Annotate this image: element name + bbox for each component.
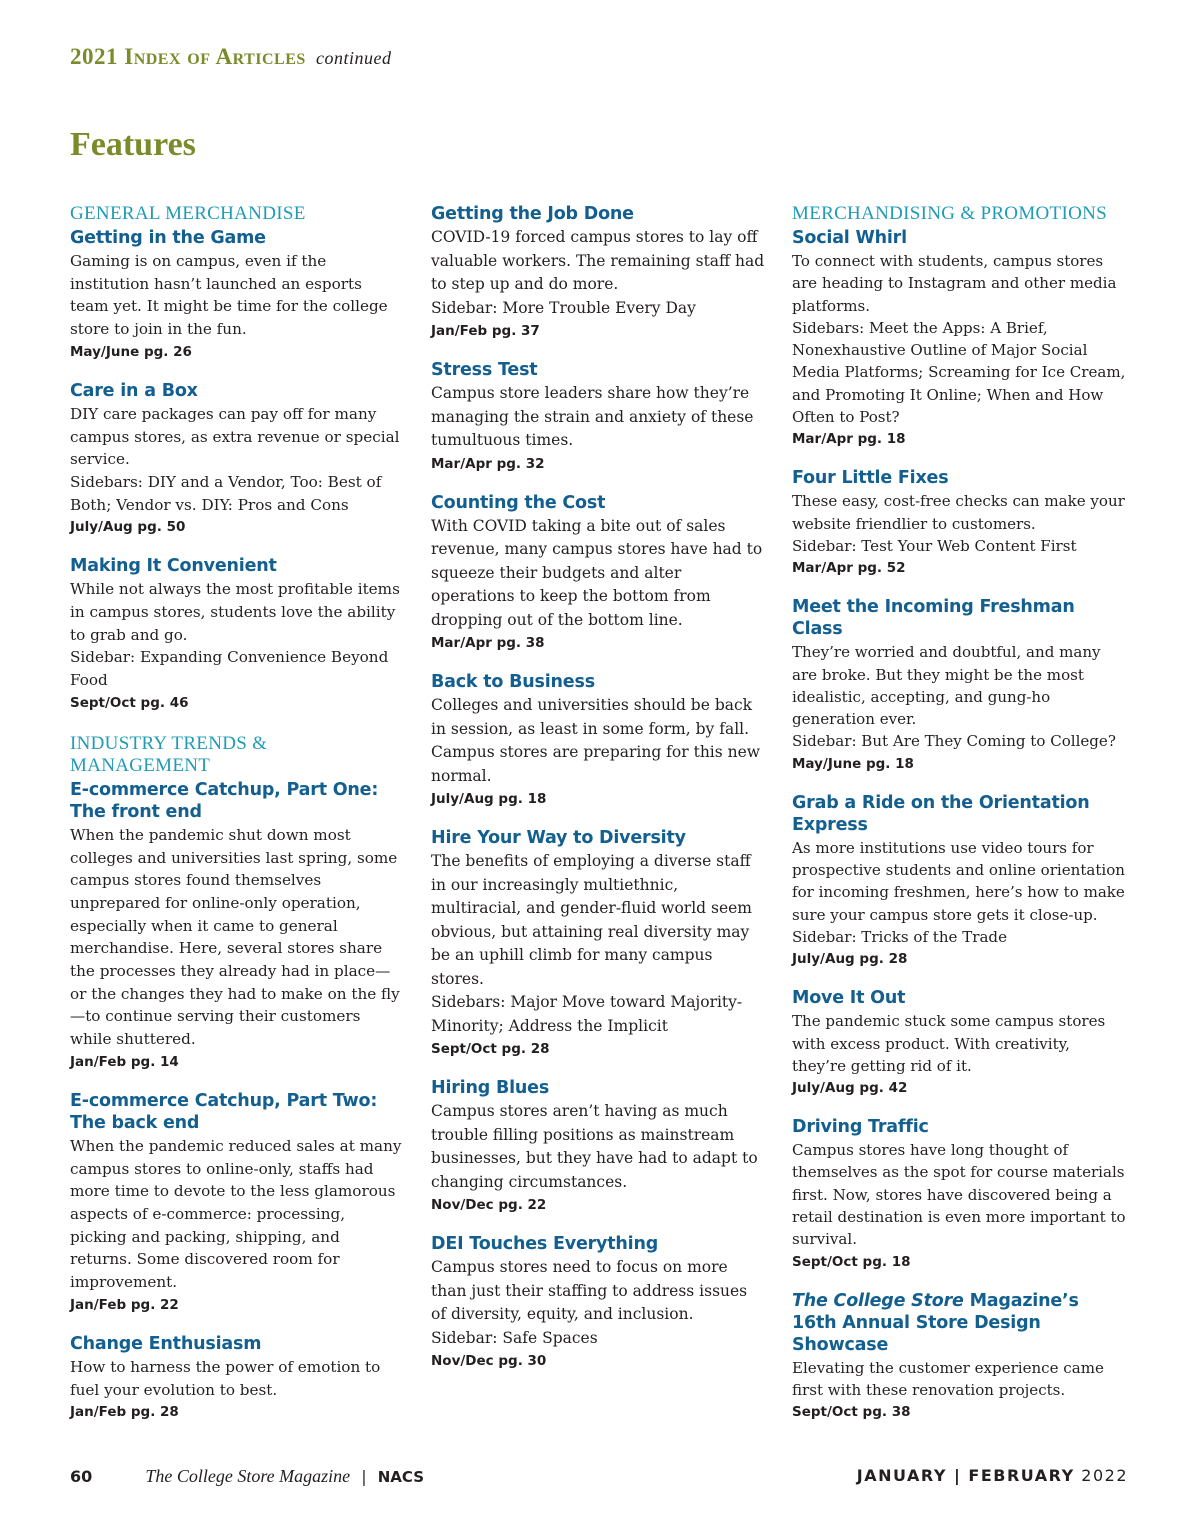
article-the-college-store-magazine-s-16th-annual-store-d: [792, 1290, 1127, 1423]
article-description: How to harness the power of emotion to fuel your evolution to best.: [70, 1357, 381, 1399]
running-head: [70, 44, 392, 70]
article-getting-the-job-done: [431, 203, 766, 341]
issue-month: JANUARY | FEBRUARY: [856, 1466, 1075, 1485]
article-issue: May/June pg. 26: [70, 343, 192, 360]
article-four-little-fixes: [792, 467, 1127, 578]
article-title: [70, 1090, 405, 1134]
article-description: While not always the most profitable items in campus stores, students love the ability to grab and go.: [70, 580, 400, 644]
article-title-text: Hire Your Way to Diversity: [431, 828, 686, 848]
article-meet-the-incoming-freshman-class: [792, 596, 1127, 773]
article-title-text: Meet the Incoming Freshman Class: [792, 597, 1075, 640]
article-move-it-out: [792, 987, 1127, 1098]
article-title: [792, 227, 1127, 249]
article-title-text: Four Little Fixes: [792, 468, 949, 489]
article-description: Campus stores have long thought of themselves as the spot for course materials first. Now, stores have discovered being a retail destination is even more important to survival.: [792, 1141, 1126, 1249]
article-title-text: Move It Out: [792, 988, 906, 1009]
article-driving-traffic: [792, 1116, 1127, 1271]
article-change-enthusiasm: [70, 1333, 405, 1422]
article-title-text: Change Enthusiasm: [70, 1333, 262, 1354]
article-title: [431, 203, 766, 225]
article-title: [70, 380, 405, 402]
article-title-text: Getting in the Game: [70, 228, 266, 248]
article-stress-test: [431, 359, 766, 474]
article-issue: Sept/Oct pg. 18: [792, 1253, 911, 1270]
article-title-text: Driving Traffic: [792, 1117, 929, 1138]
article-issue: Mar/Apr pg. 32: [431, 455, 545, 472]
article-title: [792, 596, 1127, 640]
article-issue: Sept/Oct pg. 38: [792, 1404, 911, 1421]
running-head-continued: continued: [316, 48, 392, 68]
article-care-in-a-box: [70, 380, 405, 538]
article-description: The benefits of employing a diverse staff in our increasingly multiethnic, multiracial, and gender-fluid world seem obvious, but attaining real diversity may be an uphill climb for many campus stores.: [431, 852, 752, 988]
article-getting-in-the-game: [70, 227, 405, 362]
article-issue: May/June pg. 18: [792, 755, 914, 772]
article-description: Campus stores aren’t having as much trouble filling positions as mainstream businesses, but they have had to adapt to changing circumstances.: [431, 1102, 758, 1191]
article-issue: July/Aug pg. 42: [792, 1080, 908, 1097]
article-title-publication: The College Store: [792, 1290, 964, 1311]
article-title: [431, 1077, 766, 1099]
article-dei-touches-everything: [431, 1233, 766, 1371]
column-3: [792, 203, 1127, 1440]
article-title: [431, 671, 766, 693]
article-e-commerce-catchup-part-two-the-back-end: [70, 1090, 405, 1315]
page-number: 60: [70, 1467, 93, 1486]
article-issue: Mar/Apr pg. 18: [792, 431, 906, 448]
article-sidebar: Sidebars: Meet the Apps: A Brief, Nonexhaustive Outline of Major Social Media Platforms; Screaming for Ice Cream, and Promoting It Online; When and How Often to Post?: [792, 318, 1126, 427]
column-2: [431, 203, 766, 1389]
article-sidebar: Sidebar: Test Your Web Content First: [792, 536, 1077, 555]
article-title: [792, 467, 1127, 489]
article-issue: Sept/Oct pg. 46: [70, 694, 189, 711]
article-description: With COVID taking a bite out of sales revenue, many campus stores have had to squeeze their budgets and alter operations to keep the bottom from dropping out of the bottom line.: [431, 516, 763, 629]
article-sidebar: Sidebar: Expanding Convenience Beyond Food: [70, 648, 389, 690]
article-issue: Sept/Oct pg. 28: [431, 1041, 550, 1057]
article-title: [431, 359, 766, 381]
article-title: [70, 555, 405, 577]
magazine-name: The College Store Magazine: [145, 1466, 351, 1486]
article-counting-the-cost: [431, 492, 766, 654]
article-description: Colleges and universities should be back in session, as least in some form, by fall. Campus stores are preparing for this new normal.: [431, 696, 761, 785]
article-issue: Jan/Feb pg. 22: [70, 1296, 179, 1313]
article-social-whirl: [792, 227, 1127, 449]
article-description: Campus store leaders share how they’re managing the strain and anxiety of these tumultuous times.: [431, 384, 754, 449]
article-title: [70, 227, 405, 249]
footer-left: [70, 1466, 424, 1487]
article-e-commerce-catchup-part-one-the-front-end: [70, 779, 405, 1072]
article-title-text: Counting the Cost: [431, 492, 606, 513]
article-description: These easy, cost-free checks can make your website friendlier to customers.: [792, 492, 1125, 533]
article-sidebar: Sidebar: But Are They Coming to College?: [792, 732, 1116, 751]
article-issue: Jan/Feb pg. 14: [70, 1053, 179, 1070]
section-heading-merchandising-and-promotions: MERCHANDISING & PROMOTIONS: [792, 203, 1107, 224]
article-title-text: Back to Business: [431, 672, 595, 692]
section-heading-general-merchandise: GENERAL MERCHANDISE: [70, 203, 306, 224]
article-title-text: Magazine’s 16th Annual Store Design Showcase: [792, 1290, 1079, 1355]
article-issue: July/Aug pg. 50: [70, 519, 186, 536]
article-grab-a-ride-on-the-orientation-express: [792, 792, 1127, 969]
article-description: When the pandemic shut down most colleges and universities last spring, some campus stores found themselves unprepared for online-only operation, especially when it came to general merchandise. Here, several stores share the processes they already had in place—or the changes they had to make on the fly—to continue serving their customers while shuttered.: [70, 825, 400, 1049]
org-name: NACS: [377, 1468, 425, 1486]
article-back-to-business: [431, 671, 766, 809]
article-title: [792, 792, 1127, 836]
article-title-text: Stress Test: [431, 360, 538, 380]
article-description: COVID-19 forced campus stores to lay off valuable workers. The remaining staff had to step up and do more.: [431, 228, 765, 293]
article-description: Gaming is on campus, even if the institution hasn’t launched an esports team yet. It might be time for the college store to join in the fun.: [70, 252, 388, 339]
article-issue: Mar/Apr pg. 52: [792, 560, 906, 577]
article-description: Elevating the customer experience came first with these renovation projects.: [792, 1358, 1104, 1399]
article-hiring-blues: [431, 1077, 766, 1215]
article-making-it-convenient: [70, 555, 405, 713]
article-sidebar: Sidebars: DIY and a Vendor, Too: Best of Both; Vendor vs. DIY: Pros and Cons: [70, 472, 382, 514]
article-title: [431, 827, 766, 849]
article-title-text: Hiring Blues: [431, 1078, 550, 1098]
article-title-text: E-commerce Catchup, Part One: The front end: [70, 779, 379, 822]
footer-separator: |: [361, 1467, 367, 1486]
article-title: [70, 1333, 405, 1355]
column-1: [70, 203, 405, 1440]
article-description: As more institutions use video tours for prospective students and online orientation for incoming freshmen, here’s how to make sure your campus store gets it close-up.: [792, 838, 1125, 924]
article-title-text: Making It Convenient: [70, 556, 277, 577]
article-sidebar: Sidebars: Major Move toward Majority-Minority; Address the Implicit: [431, 993, 743, 1035]
article-issue: Jan/Feb pg. 37: [431, 323, 540, 339]
article-title: [792, 1116, 1127, 1138]
article-title: [431, 492, 766, 514]
section-heading-industry-trends-and-management: INDUSTRY TRENDS & MANAGEMENT: [70, 732, 268, 776]
article-issue: July/Aug pg. 28: [792, 951, 908, 968]
article-title-text: Care in a Box: [70, 380, 198, 401]
article-description: To connect with students, campus stores are heading to Instagram and other media platforms.: [792, 252, 1117, 315]
running-head-title: 2021 Index of Articles: [70, 44, 306, 69]
article-description: The pandemic stuck some campus stores with excess product. With creativity, they’re getting rid of it.: [792, 1012, 1106, 1075]
article-title: [792, 987, 1127, 1009]
article-description: When the pandemic reduced sales at many campus stores to online-only, staffs had more time to devote to the less glamorous aspects of e-commerce: processing, picking and packing, shipping, and returns. Some discovered room for improvement.: [70, 1136, 402, 1292]
article-description: They’re worried and doubtful, and many are broke. But they might be the most idealistic, accepting, and gung-ho generation ever.: [792, 643, 1101, 729]
article-hire-your-way-to-diversity: [431, 827, 766, 1059]
article-title-text: E-commerce Catchup, Part Two: The back end: [70, 1090, 378, 1133]
issue-year: 2022: [1081, 1466, 1128, 1485]
article-title-text: Getting the Job Done: [431, 204, 634, 224]
article-issue: July/Aug pg. 18: [431, 791, 547, 807]
article-title: [431, 1233, 766, 1255]
article-title-text: DEI Touches Everything: [431, 1234, 659, 1254]
article-issue: Mar/Apr pg. 38: [431, 635, 545, 651]
article-sidebar: Sidebar: More Trouble Every Day: [431, 298, 696, 317]
article-sidebar: Sidebar: Tricks of the Trade: [792, 927, 1007, 946]
article-title: [70, 779, 405, 823]
article-title-text: Social Whirl: [792, 228, 907, 248]
article-title: [792, 1290, 1127, 1356]
article-issue: Jan/Feb pg. 28: [70, 1404, 179, 1421]
article-sidebar: Sidebar: Safe Spaces: [431, 1328, 598, 1347]
article-title-text: Grab a Ride on the Orientation Express: [792, 792, 1090, 835]
footer-right: [857, 1466, 1128, 1485]
article-issue: Nov/Dec pg. 22: [431, 1197, 547, 1213]
article-description: DIY care packages can pay off for many campus stores, as extra revenue or special service.: [70, 404, 400, 469]
features-title: Features: [70, 126, 196, 163]
article-issue: Nov/Dec pg. 30: [431, 1353, 547, 1369]
article-description: Campus stores need to focus on more than just their staffing to address issues of diversity, equity, and inclusion.: [431, 1258, 748, 1323]
